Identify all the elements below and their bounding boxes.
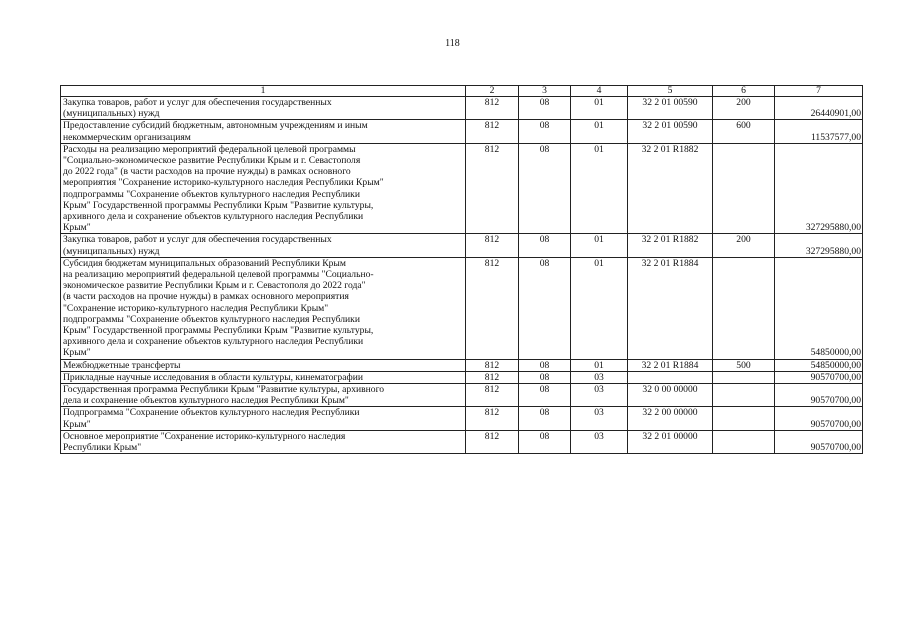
row-name-cell: Прикладные научные исследования в области культуры, кинематографии — [61, 371, 466, 383]
row-amount-cell: 54850000,00 — [775, 257, 863, 359]
row-amount-cell: 54850000,00 — [775, 359, 863, 371]
row-code-rz-cell: 08 — [519, 143, 571, 234]
table-row — [61, 371, 863, 383]
table-row — [61, 407, 863, 430]
row-code-pr-cell: 01 — [571, 359, 628, 371]
row-code-csr-cell: 32 2 01 00000 — [628, 430, 713, 453]
table-row — [61, 359, 863, 371]
budget-table — [60, 85, 863, 454]
row-name-cell: Основное мероприятие "Сохранение историко-культурного наследия Республики Крым" — [61, 430, 466, 453]
row-code-csr-cell: 32 2 01 R1882 — [628, 143, 713, 234]
row-amount-cell: 90570700,00 — [775, 430, 863, 453]
row-code-vr-cell — [713, 143, 775, 234]
row-code-vr-cell — [713, 407, 775, 430]
column-header: 4 — [571, 86, 628, 97]
row-code-csr-cell — [628, 371, 713, 383]
row-code-csr-cell: 32 2 00 00000 — [628, 407, 713, 430]
column-header: 3 — [519, 86, 571, 97]
column-header: 5 — [628, 86, 713, 97]
table-row — [61, 97, 863, 120]
row-code-gr-cell: 812 — [466, 257, 519, 359]
row-code-vr-cell: 600 — [713, 120, 775, 143]
page-number: 118 — [445, 38, 460, 49]
table-row — [61, 384, 863, 407]
row-name-cell: Межбюджетные трансферты — [61, 359, 466, 371]
row-amount-cell: 90570700,00 — [775, 407, 863, 430]
row-code-rz-cell: 08 — [519, 384, 571, 407]
row-amount-cell: 11537577,00 — [775, 120, 863, 143]
row-code-pr-cell: 01 — [571, 143, 628, 234]
row-code-vr-cell: 200 — [713, 97, 775, 120]
row-code-csr-cell: 32 2 01 00590 — [628, 97, 713, 120]
row-name-cell: Предоставление субсидий бюджетным, автономным учреждениям и иным некоммерческим организациям — [61, 120, 466, 143]
row-amount-cell: 90570700,00 — [775, 371, 863, 383]
table-row — [61, 257, 863, 359]
table-row — [61, 143, 863, 234]
column-header: 2 — [466, 86, 519, 97]
row-amount-cell: 327295880,00 — [775, 234, 863, 257]
table-row — [61, 430, 863, 453]
row-code-gr-cell: 812 — [466, 234, 519, 257]
row-code-vr-cell: 200 — [713, 234, 775, 257]
column-header: 7 — [775, 86, 863, 97]
row-amount-cell: 90570700,00 — [775, 384, 863, 407]
row-name-cell: Расходы на реализацию мероприятий федеральной целевой программы "Социально-экономическое развитие Республики Крым и г. Севастополя до 2022 года" (в части расходов на прочие нужды) в рамках основного мероприятия "Сохранение историко-культурного наследия Республики Крым" подпрограммы "Сохранение объектов культурного наследия Республики Крым" Государственной программы Республики Крым "Развитие культуры, архивного дела и сохранение объектов культурного наследия Республики Крым" — [61, 143, 466, 234]
row-code-csr-cell: 32 2 01 R1884 — [628, 257, 713, 359]
table-row — [61, 234, 863, 257]
row-code-gr-cell: 812 — [466, 371, 519, 383]
row-name-cell: Субсидия бюджетам муниципальных образований Республики Крым на реализацию мероприятий федеральной целевой программы "Социально- экономическое развитие Республики Крым и г. Севастополя до 2022 года" (в части расходов на прочие нужды) в рамках основного мероприятия "Сохранение историко-культурного наследия Республики Крым" подпрограммы "Сохранение объектов культурного наследия Республики Крым" Государственной программы Республики Крым "Развитие культуры, архивного дела и сохранение объектов культурного наследия Республики Крым" — [61, 257, 466, 359]
column-header: 1 — [61, 86, 466, 97]
row-code-csr-cell: 32 0 00 00000 — [628, 384, 713, 407]
row-name-cell: Закупка товаров, работ и услуг для обеспечения государственных (муниципальных) нужд — [61, 234, 466, 257]
row-code-rz-cell: 08 — [519, 407, 571, 430]
row-amount-cell: 327295880,00 — [775, 143, 863, 234]
row-code-vr-cell: 500 — [713, 359, 775, 371]
row-code-vr-cell — [713, 257, 775, 359]
row-code-rz-cell: 08 — [519, 97, 571, 120]
row-code-pr-cell: 01 — [571, 257, 628, 359]
column-header: 6 — [713, 86, 775, 97]
row-code-gr-cell: 812 — [466, 359, 519, 371]
row-code-csr-cell: 32 2 01 R1884 — [628, 359, 713, 371]
row-code-csr-cell: 32 2 01 R1882 — [628, 234, 713, 257]
row-code-pr-cell: 01 — [571, 97, 628, 120]
row-code-vr-cell — [713, 430, 775, 453]
row-code-gr-cell: 812 — [466, 143, 519, 234]
row-code-vr-cell — [713, 384, 775, 407]
row-code-gr-cell: 812 — [466, 120, 519, 143]
table-row — [61, 120, 863, 143]
row-code-pr-cell: 01 — [571, 234, 628, 257]
row-code-pr-cell: 03 — [571, 371, 628, 383]
row-code-gr-cell: 812 — [466, 430, 519, 453]
row-name-cell: Подпрограмма "Сохранение объектов культурного наследия Республики Крым" — [61, 407, 466, 430]
row-code-rz-cell: 08 — [519, 430, 571, 453]
row-code-gr-cell: 812 — [466, 97, 519, 120]
row-code-gr-cell: 812 — [466, 407, 519, 430]
row-code-vr-cell — [713, 371, 775, 383]
row-code-rz-cell: 08 — [519, 371, 571, 383]
row-code-rz-cell: 08 — [519, 234, 571, 257]
row-name-cell: Закупка товаров, работ и услуг для обеспечения государственных (муниципальных) нужд — [61, 97, 466, 120]
row-code-rz-cell: 08 — [519, 120, 571, 143]
row-code-gr-cell: 812 — [466, 384, 519, 407]
row-code-pr-cell: 03 — [571, 384, 628, 407]
row-name-cell: Государственная программа Республики Крым "Развитие культуры, архивного дела и сохранение объектов культурного наследия Республики Крым" — [61, 384, 466, 407]
row-code-rz-cell: 08 — [519, 257, 571, 359]
row-amount-cell: 26440901,00 — [775, 97, 863, 120]
row-code-rz-cell: 08 — [519, 359, 571, 371]
row-code-pr-cell: 03 — [571, 430, 628, 453]
row-code-pr-cell: 03 — [571, 407, 628, 430]
row-code-pr-cell: 01 — [571, 120, 628, 143]
table-header-row — [61, 86, 863, 97]
row-code-csr-cell: 32 2 01 00590 — [628, 120, 713, 143]
